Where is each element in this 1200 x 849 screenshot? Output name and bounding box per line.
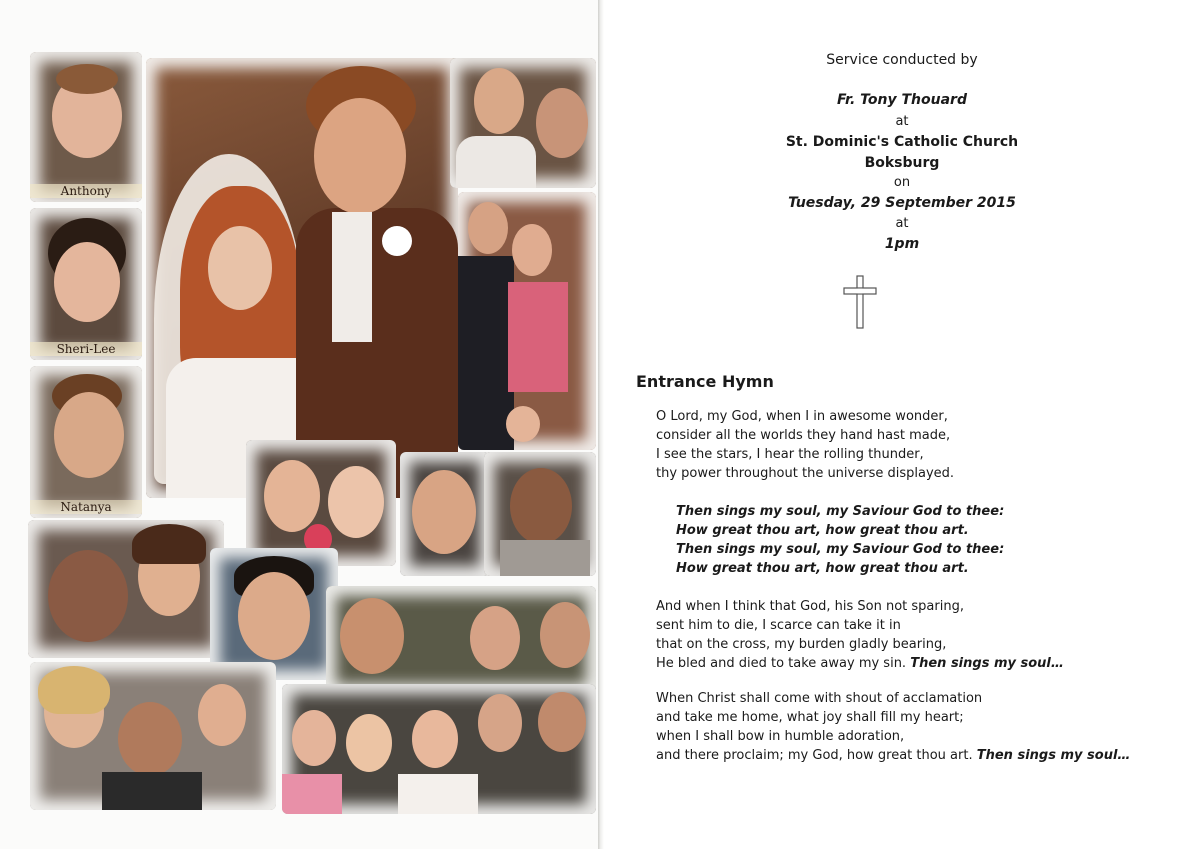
officiant-name: Fr. Tony Thouard (837, 92, 967, 108)
baby-face (54, 392, 124, 478)
verse-line (656, 654, 1064, 673)
refrain-cue: Then sings my soul… (976, 748, 1131, 763)
bride-face (208, 226, 272, 310)
girl-face (264, 460, 320, 532)
patterned-shirt (500, 540, 590, 576)
service-date: Tuesday, 29 September 2015 (788, 195, 1016, 211)
photo-collage-page (0, 0, 598, 849)
verse-line (656, 746, 1130, 765)
refrain-line: Then sings my soul, my Saviour God to thee: (676, 504, 1005, 519)
man-face (238, 572, 310, 660)
older-man-face (538, 692, 586, 752)
blonde-woman-face (346, 714, 392, 772)
pink-dress (282, 774, 342, 814)
baby-face (54, 242, 120, 322)
man-face (468, 202, 508, 254)
baby-face (328, 466, 384, 538)
man-face (48, 550, 128, 642)
service-intro: Service conducted by (826, 52, 978, 68)
woman-face (512, 224, 552, 276)
man-face (510, 468, 572, 544)
hymn-refrain (676, 502, 1004, 578)
child-face (506, 406, 540, 442)
photo-young-man-selfie (400, 452, 490, 576)
photo-couple-with-daughters (30, 662, 276, 810)
verse-line: I see the stars, I hear the rolling thunder, (656, 447, 924, 462)
wedding-dress (398, 774, 478, 814)
verse-line-text: and there proclaim; my God, how great thou art. (656, 748, 973, 763)
striped-shirt (102, 772, 202, 810)
blonde-hair (38, 666, 110, 714)
man-face (118, 702, 182, 776)
man-face (412, 470, 476, 554)
verse-line: O Lord, my God, when I in awesome wonder, (656, 409, 948, 424)
woman-face (292, 710, 336, 766)
hymn-verse-2 (656, 597, 1064, 673)
photo-wedding-party (282, 684, 596, 814)
woman-face (198, 684, 246, 746)
photo-baby-sheri-lee (30, 208, 142, 360)
groom-face (314, 98, 406, 214)
verse-line: consider all the worlds they hand hast made, (656, 428, 951, 443)
service-time: 1pm (884, 236, 920, 252)
verse-line: And when I think that God, his Son not sparing, (656, 599, 964, 614)
hymn-verse-1 (656, 407, 954, 483)
older-man-face (340, 598, 404, 674)
hymn-verse-3 (656, 689, 1130, 765)
refrain-line: Then sings my soul, my Saviour God to thee: (676, 542, 1005, 557)
photo-young-man-portrait (210, 548, 338, 680)
young-man-face (470, 606, 520, 670)
caption-anthony: Anthony (30, 184, 142, 198)
photo-wedding-couple (146, 58, 458, 498)
photo-family-group (458, 192, 596, 450)
verse-line: sent him to die, I scarce can take it in (656, 618, 901, 633)
caption-natanya: Natanya (30, 500, 142, 514)
older-man-face (536, 88, 588, 158)
verse-line: thy power throughout the universe displayed. (656, 466, 955, 481)
photo-laughing-man (484, 452, 596, 576)
hymn-title: Entrance Hymn (636, 372, 774, 391)
refrain-line: How great thou art, how great thou art. (676, 523, 969, 538)
verse-line: when I shall bow in humble adoration, (656, 729, 905, 744)
photo-man-and-woman (28, 520, 224, 658)
photo-two-men (450, 58, 596, 188)
photo-three-men (326, 586, 596, 694)
verse-line: When Christ shall come with shout of acclamation (656, 691, 983, 706)
on-label: on (893, 175, 911, 190)
photo-baby-natanya (30, 366, 142, 518)
refrain-line: How great thou art, how great thou art. (676, 561, 969, 576)
man-face (474, 68, 524, 134)
town-name: Boksburg (864, 155, 940, 171)
groom-face (478, 694, 522, 752)
baby-hair (56, 64, 118, 94)
service-page (604, 0, 1200, 849)
refrain-cue: Then sings my soul… (910, 656, 1064, 671)
at-label: at (895, 114, 909, 129)
woman-hair (132, 524, 206, 564)
boutonniere (382, 226, 412, 256)
at-label-2: at (895, 216, 909, 231)
cross-icon (840, 274, 880, 330)
verse-line: and take me home, what joy shall fill my heart; (656, 710, 964, 725)
photo-baby-anthony (30, 52, 142, 202)
man-face (540, 602, 590, 668)
verse-line-text: He bled and died to take away my sin. (656, 656, 907, 671)
church-name: St. Dominic's Catholic Church (785, 134, 1019, 150)
caption-sheri-lee: Sheri-Lee (30, 342, 142, 356)
bride-face (412, 710, 458, 768)
groom-shirt (332, 212, 372, 342)
verse-line: that on the cross, my burden gladly bearing, (656, 637, 947, 652)
pink-top (508, 282, 568, 392)
white-shirt (456, 136, 536, 188)
